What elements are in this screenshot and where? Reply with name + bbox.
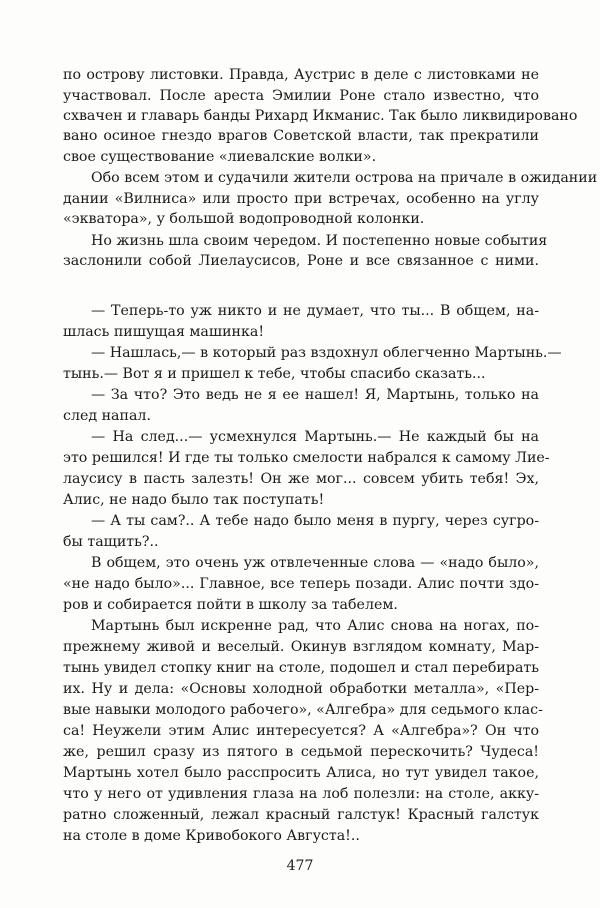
text-line: «не надо было»... Главное, все теперь позади. Алис почти здо- — [63, 576, 539, 592]
text-line: «экватора», у большой водопроводной колонки. — [63, 211, 425, 227]
text-line: са! Неужели этим Алис интересуется? А «Алгебра»? Он что — [63, 723, 539, 739]
text-line: вые навыки молодого рабочего», «Алгебра» для седьмого клас- — [63, 702, 543, 718]
text-line: Мартынь хотел было расспросить Алиса, но тут увидел такое, — [63, 765, 539, 781]
text-line: лаусису в пасть залезть! Он же мог... совсем убить тебя! Эх, — [63, 471, 539, 487]
text-line: дании «Вилниса» или просто при встречах, особенно на углу — [63, 191, 539, 207]
text-line: шлась пишущая машинка! — [63, 324, 265, 340]
text-line: тынь.— Вот я и пришел к тебе, чтобы спасибо сказать... — [63, 366, 486, 382]
text-line: тынь увидел стопку книг на столе, подошел и стал перебирать — [63, 660, 539, 676]
text-line: Алис, не надо было так поступать! — [63, 492, 325, 508]
text-line: свое существование «лиевалские волки». — [63, 149, 377, 165]
text-line: Но жизнь шла своим чередом. И постепенно новые события — [91, 233, 548, 249]
text-line: — За что? Это ведь не я ее нашел! Я, Мартынь, только на — [91, 387, 539, 403]
text-line: вано осиное гнездо врагов Советской власти, так прекратили — [63, 128, 539, 144]
text-line: бы тащить?.. — [63, 534, 159, 550]
text-line: — А ты сам?.. А тебе надо было меня в пургу, через сугро- — [91, 513, 539, 529]
text-line: участвовал. После ареста Эмилии Роне стало известно, что — [63, 88, 539, 104]
text-line: след напал. — [63, 408, 151, 424]
text-line: на столе в доме Кривобокого Августа!.. — [63, 828, 360, 844]
text-line: Обо всем этом и судачили жители острова на причале в ожидании — [91, 170, 598, 186]
text-line: их. Ну и дела: «Основы холодной обработки металла», «Пер- — [63, 681, 539, 697]
text-line: по острову листовки. Правда, Аустрис в деле с листовками не — [63, 67, 539, 83]
text-line: — На след...— усмехнулся Мартынь.— Не каждый бы на — [91, 429, 539, 445]
text-line: схвачен и главарь банды Рихард Икманис. Так было ликвидировано — [63, 108, 578, 124]
text-line: ров и собирается пойти в школу за табелем. — [63, 597, 398, 613]
text-line: ратно сложенный, лежал красный галстук! Красный галстук — [63, 807, 539, 823]
text-line: что у него от удивления глаза на лоб полезли: на столе, акку- — [63, 786, 539, 802]
text-line: заслонили собой Лиелаусисов, Роне и все связанное с ними. — [63, 253, 539, 269]
text-line: — Нашлась,— в который раз вздохнул облегченно Мартынь.— — [91, 345, 562, 361]
text-line: это решился! И где ты только смелости набрался к самому Лие- — [63, 450, 550, 466]
page-number: 477 — [286, 858, 314, 874]
text-line: Мартынь был искренне рад, что Алис снова на ногах, по- — [91, 618, 539, 634]
text-line: прежнему живой и веселый. Окинув взглядом комнату, Мар- — [63, 639, 539, 655]
text-line: же, решил сразу из пятого в седьмой перескочить? Чудеса! — [63, 744, 539, 760]
text-line: — Теперь-то уж никто и не думает, что ты... В общем, на- — [91, 303, 539, 319]
text-line: В общем, это очень уж отвлеченные слова — «надо было», — [91, 555, 539, 571]
